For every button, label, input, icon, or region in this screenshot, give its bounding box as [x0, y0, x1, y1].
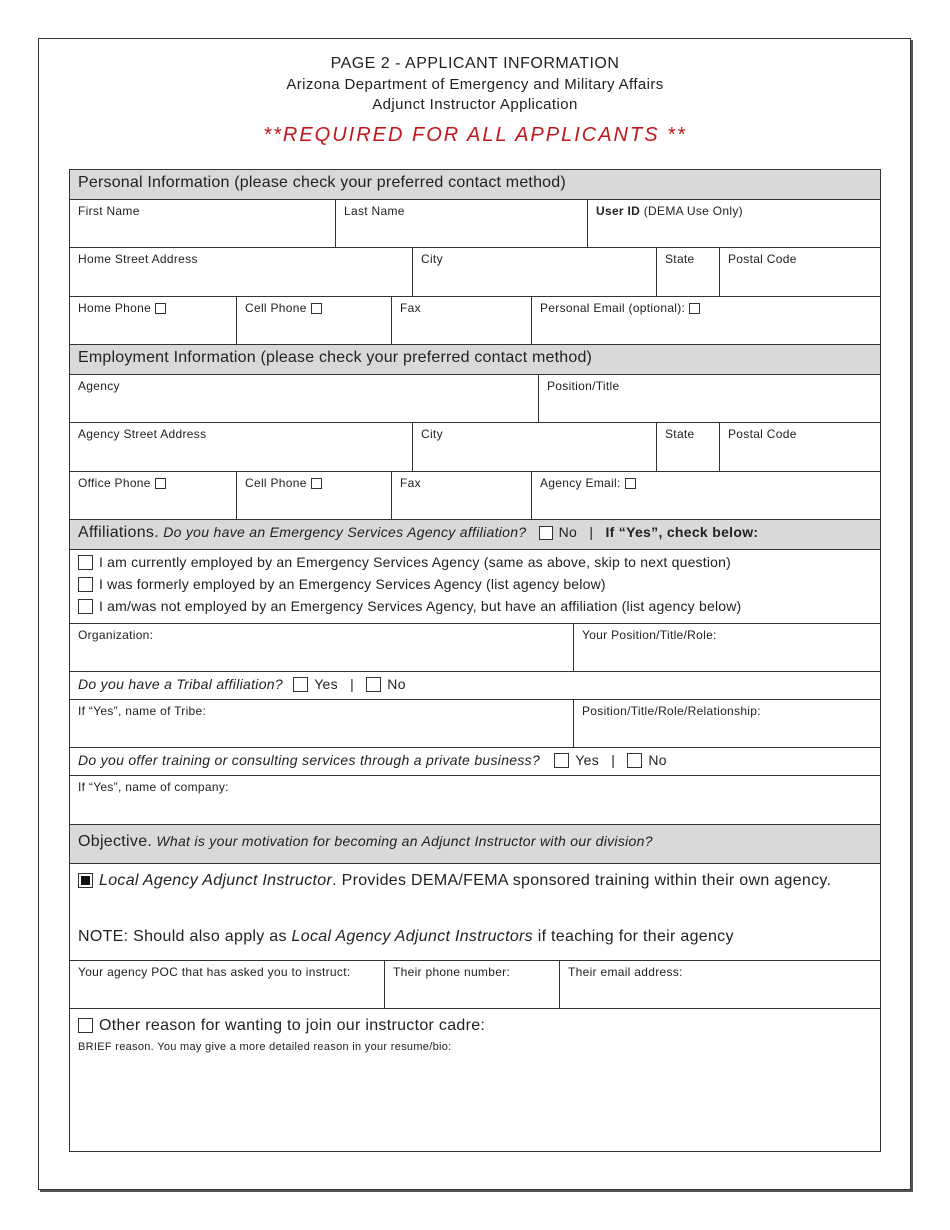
agency-city-field[interactable] — [413, 423, 657, 471]
other-reason-checkbox[interactable] — [78, 1018, 93, 1033]
agency-label: Agency — [78, 379, 120, 393]
former-employed-label: I was formerly employed by an Emergency Services Agency (list agency below) — [99, 576, 606, 592]
other-affiliation-checkbox[interactable] — [78, 599, 93, 614]
home-street-field[interactable] — [70, 248, 413, 296]
tribe-name-label: If “Yes”, name of Tribe: — [78, 704, 207, 718]
poc-email-label: Their email address: — [568, 965, 683, 979]
other-reason-line[interactable] — [78, 1017, 872, 1035]
employment-section-header — [70, 345, 881, 375]
affiliations-section-header — [70, 520, 881, 550]
tribal-question: Do you have a Tribal affiliation? — [78, 676, 283, 692]
application-form — [69, 169, 881, 1152]
note-prefix: NOTE: Should also apply as — [78, 928, 292, 945]
home-phone-checkbox[interactable] — [155, 303, 166, 314]
affiliations-title: Affiliations. — [78, 524, 159, 541]
tribe-position-field[interactable] — [574, 700, 881, 747]
local-agency-checkbox[interactable] — [78, 873, 93, 888]
affiliation-options — [70, 550, 881, 623]
agency-field[interactable] — [70, 375, 539, 422]
application-name: Adjunct Instructor Application — [372, 96, 578, 113]
poc-email-field[interactable] — [560, 961, 881, 1008]
home-state-field[interactable] — [657, 248, 720, 296]
business-question: Do you offer training or consulting services through a private business? — [78, 752, 541, 768]
local-agency-line[interactable] — [78, 872, 872, 890]
note-line — [78, 928, 872, 946]
personal-section-title: Personal Information (please check your preferred contact method) — [70, 170, 881, 199]
business-yes-checkbox[interactable] — [554, 753, 569, 768]
your-position-field[interactable] — [574, 624, 881, 671]
organization-label: Organization: — [78, 628, 154, 642]
office-phone-field[interactable] — [70, 472, 237, 519]
position-field[interactable] — [539, 375, 881, 422]
last-name-label: Last Name — [344, 204, 405, 218]
work-fax-field[interactable] — [392, 472, 532, 519]
former-employed-checkbox[interactable] — [78, 577, 93, 592]
other-affiliation-label: I am/was not employed by an Emergency Services Agency, but have an affiliation (list agency below) — [99, 598, 742, 614]
poc-label: Your agency POC that has asked you to instruct: — [78, 965, 351, 979]
affiliation-option-former[interactable] — [70, 573, 880, 595]
personal-email-checkbox[interactable] — [689, 303, 700, 314]
affiliation-no-checkbox[interactable] — [539, 526, 553, 540]
objective-section-header — [70, 825, 881, 864]
agency-email-checkbox[interactable] — [625, 478, 636, 489]
company-name-field[interactable] — [70, 776, 881, 824]
fax-label: Fax — [400, 301, 421, 315]
work-fax-label: Fax — [400, 476, 421, 490]
business-question-row — [70, 748, 881, 775]
cell-phone-label: Cell Phone — [245, 301, 307, 315]
local-agency-title: Local Agency Adjunct Instructor — [99, 872, 333, 889]
position-label: Position/Title — [547, 379, 620, 393]
poc-phone-field[interactable] — [385, 961, 560, 1008]
agency-state-field[interactable] — [657, 423, 720, 471]
personal-section-header — [70, 170, 881, 200]
work-cell-phone-label: Cell Phone — [245, 476, 307, 490]
tribal-question-row — [70, 672, 881, 699]
agency-city-label: City — [421, 427, 443, 441]
home-postal-label: Postal Code — [728, 252, 797, 266]
user-id-label: User ID — [596, 204, 641, 218]
tribal-no-label: No — [387, 676, 406, 692]
affiliations-header-content — [70, 520, 881, 549]
home-city-label: City — [421, 252, 443, 266]
agency-postal-field[interactable] — [720, 423, 881, 471]
home-city-field[interactable] — [413, 248, 657, 296]
department-name: Arizona Department of Emergency and Military Affairs — [286, 76, 664, 93]
other-reason-block[interactable] — [70, 1009, 881, 1151]
tribe-position-label: Position/Title/Role/Relationship: — [582, 704, 761, 718]
work-cell-phone-field[interactable] — [237, 472, 392, 519]
tribal-yes-checkbox[interactable] — [293, 677, 308, 692]
brief-reason-label: BRIEF reason. You may give a more detailed reason in your resume/bio: — [78, 1041, 452, 1053]
agency-email-label: Agency Email: — [540, 476, 621, 490]
user-id-note: (DEMA Use Only) — [640, 204, 743, 218]
employment-section-title: Employment Information (please check your preferred contact method) — [70, 345, 881, 374]
business-yes-label: Yes — [575, 752, 600, 768]
agency-state-label: State — [665, 427, 695, 441]
home-phone-field[interactable] — [70, 297, 237, 344]
agency-postal-label: Postal Code — [728, 427, 797, 441]
agency-street-label: Agency Street Address — [78, 427, 207, 441]
company-name-label: If “Yes”, name of company: — [78, 780, 229, 794]
home-state-label: State — [665, 252, 695, 266]
affiliation-option-other[interactable] — [70, 595, 880, 617]
page-title: PAGE 2 - APPLICANT INFORMATION — [330, 55, 620, 72]
objective-title: Objective. — [78, 833, 153, 850]
cell-phone-checkbox[interactable] — [311, 303, 322, 314]
current-employed-checkbox[interactable] — [78, 555, 93, 570]
office-phone-checkbox[interactable] — [155, 478, 166, 489]
separator: | — [589, 524, 594, 540]
separator: | — [350, 676, 355, 692]
tribe-name-field[interactable] — [70, 700, 574, 747]
note-suffix: if teaching for their agency — [532, 928, 734, 945]
work-cell-phone-checkbox[interactable] — [311, 478, 322, 489]
affiliation-no-label: No — [558, 524, 578, 540]
cell-phone-field[interactable] — [237, 297, 392, 344]
affiliation-option-current[interactable] — [70, 551, 880, 573]
local-agency-description: . Provides DEMA/FEMA sponsored training within their own agency. — [332, 872, 832, 889]
home-street-label: Home Street Address — [78, 252, 198, 266]
poc-phone-label: Their phone number: — [393, 965, 511, 979]
organization-field[interactable] — [70, 624, 574, 671]
if-yes-instruction: If “Yes”, check below: — [605, 524, 759, 540]
objective-header-content — [70, 825, 881, 863]
business-no-checkbox[interactable] — [627, 753, 642, 768]
tribal-no-checkbox[interactable] — [366, 677, 381, 692]
agency-street-field[interactable] — [70, 423, 413, 471]
your-position-label: Your Position/Title/Role: — [582, 628, 717, 642]
tribal-yes-label: Yes — [314, 676, 338, 692]
separator: | — [611, 752, 616, 768]
objective-question: What is your motivation for becoming an Adjunct Instructor with our division? — [156, 833, 653, 849]
home-phone-label: Home Phone — [78, 301, 152, 315]
first-name-label: First Name — [78, 204, 140, 218]
affiliation-question: Do you have an Emergency Services Agency affiliation? — [163, 524, 527, 540]
poc-field[interactable] — [70, 961, 385, 1008]
first-name-field[interactable] — [70, 200, 336, 247]
other-reason-label: Other reason for wanting to join our instructor cadre: — [99, 1017, 486, 1034]
user-id-field — [588, 200, 881, 247]
business-no-label: No — [648, 752, 667, 768]
current-employed-label: I am currently employed by an Emergency Services Agency (same as above, skip to next question) — [99, 554, 731, 570]
home-postal-field[interactable] — [720, 248, 881, 296]
fax-field[interactable] — [392, 297, 532, 344]
last-name-field[interactable] — [336, 200, 588, 247]
required-notice: **REQUIRED FOR ALL APPLICANTS ** — [263, 124, 687, 146]
agency-email-field[interactable] — [532, 472, 881, 519]
personal-email-field[interactable] — [532, 297, 881, 344]
local-agency-option — [70, 864, 881, 960]
office-phone-label: Office Phone — [78, 476, 151, 490]
note-emphasis: Local Agency Adjunct Instructors — [291, 928, 533, 945]
personal-email-label: Personal Email (optional): — [540, 301, 686, 315]
